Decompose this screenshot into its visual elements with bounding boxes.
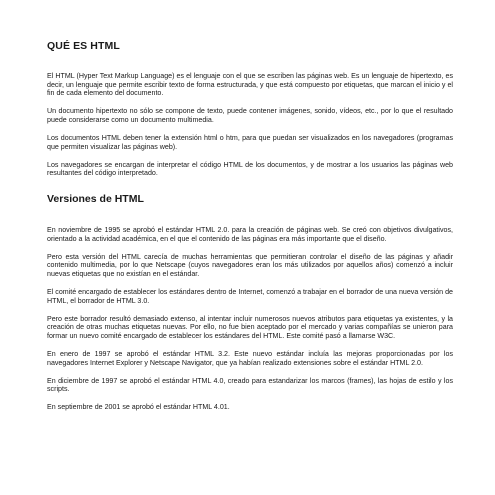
paragraph: Los navegadores se encargan de interpretar el código HTML de los documentos, y de mostrar a los usuarios las páginas web resultantes del código interpretado. [47,160,453,178]
paragraph: Un documento hipertexto no sólo se compone de texto, puede contener imágenes, sonido, vídeos, etc., por lo que el resultado puede considerarse como un documento multimedia. [47,107,453,124]
paragraph: En diciembre de 1997 se aprobó el estándar HTML 4.0, creado para estandarizar los marcos (frames), las hojas de estilo y los scripts. [47,376,453,394]
document-page [47,0,453,495]
intro-section [47,72,453,187]
paragraph: En enero de 1997 se aprobó el estándar HTML 3.2. Este nuevo estándar incluía las mejoras proporcionadas por los navegadores Internet Explorer y Netscape Navigator, que ya habían realizado extensiones sobre el estándar HTML 2.0. [47,349,453,367]
paragraph: Los documentos HTML deben tener la extensión html o htm, para que puedan ser visualizados en los navegadores (programas que permiten visualizar las páginas web). [47,133,453,151]
paragraph: El HTML (Hyper Text Markup Language) es el lenguaje con el que se escriben las páginas web. Es un lenguaje de hipertexto, es decir, un lenguaje que permite escribir texto de forma estructurada, y que está compuesto por etiquetas, que marcan el inicio y el fin de cada elemento del documento. [47,72,453,98]
paragraph: En noviembre de 1995 se aprobó el estándar HTML 2.0. para la creación de páginas web. Se creó con objetivos divulgativos, orientado a la actividad académica, en el que el contenido de las páginas era más importante que el diseño. [47,226,453,243]
versions-section [47,226,453,421]
paragraph: El comité encargado de establecer los estándares dentro de Internet, comenzó a trabajar en el borrador de una nueva versión de HTML, el borrador de HTML 3.0. [47,287,453,305]
paragraph: En septiembre de 2001 se aprobó el estándar HTML 4.01. [47,403,230,412]
paragraph: Pero este borrador resultó demasiado extenso, al intentar incluir numerosos nuevos atributos para etiquetas ya existentes, y la creación de otras muchas etiquetas nuevas. Por ello, no fue bien aceptado por el mercado y varias compañías se unieron para formar un nuevo comité encargado de establecer los estándares del HTML. Este comité pasó a llamarse W3C. [47,314,453,340]
page-title: QUÉ ES HTML [47,40,120,52]
section-heading: Versiones de HTML [47,193,144,205]
paragraph: Pero esta versión del HTML carecía de muchas herramientas que permitieran controlar el diseño de las páginas y añadir contenido multimedia, por lo que Netscape (cuyos navegadores eran los más utilizados por aquellos años) comenzó a incluir nuevas etiquetas que no existían en el estándar. [47,252,453,278]
